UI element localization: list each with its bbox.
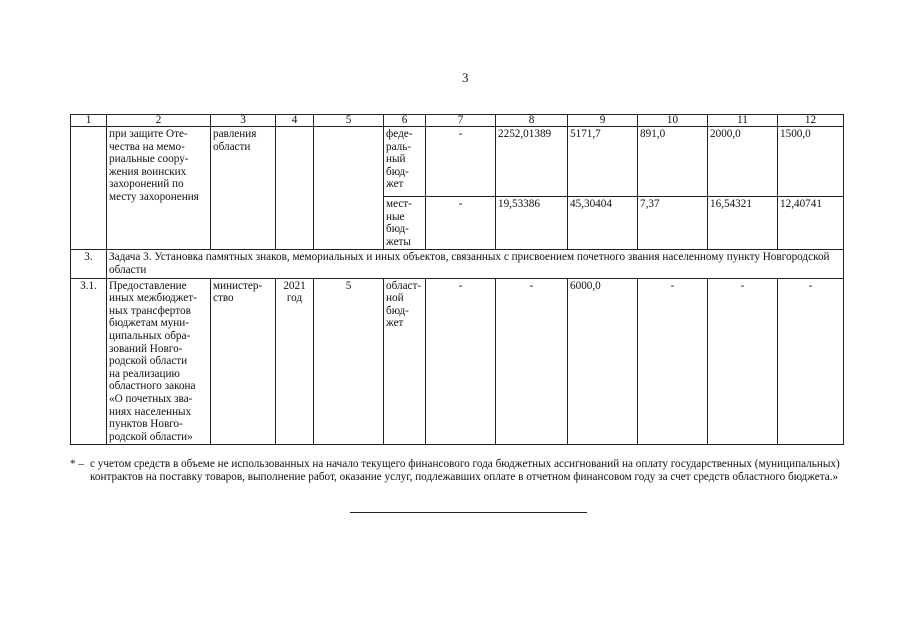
activity-name-cell: при защите Оте- чества на мемо- риальные соору- жения воинских захоронений по месту захоронения [107, 127, 211, 250]
header-cell: 3 [211, 115, 276, 127]
value-cell: - [426, 127, 496, 197]
footnote-text: с учетом средств в объеме не использованных на начало текущего финансового года бюджетных ассигнований на оплату государственных (муниципальных) контрактов на поставку товаров, выполнение работ, оказание услуг, подлежавших оплате в отчетном финансовом году за счет средств областного бюджета.» [90, 458, 840, 483]
value-cell: - [778, 278, 844, 445]
value-cell: - [638, 278, 708, 445]
header-cell: 6 [384, 115, 426, 127]
closing-rule-line [350, 512, 587, 513]
value-cell: 6000,0 [568, 278, 638, 445]
activity-name-cell: Предоставление иных межбюджет- ных трансфертов бюджетам муни- ципальных обра- зований Новго- родской области на реализацию областного закона «О почетных зва- ниях населенных пунктов Новго- родской области» [107, 278, 211, 445]
task-title-cell: Задача 3. Установка памятных знаков, мемориальных и иных объектов, связанных с присвоением почетного звания населенному пункту Новгородской области [107, 250, 844, 278]
row-number-cell [71, 127, 107, 250]
executor-cell: равления области [211, 127, 276, 250]
value-cell: 891,0 [638, 127, 708, 197]
value-cell: - [496, 278, 568, 445]
value-cell: 16,54321 [708, 197, 778, 250]
header-cell: 12 [778, 115, 844, 127]
executor-cell: министер- ство [211, 278, 276, 445]
value-cell: 19,53386 [496, 197, 568, 250]
footnote-mark: * – [70, 458, 84, 470]
table-row-federal-budget [71, 127, 844, 197]
header-cell: 1 [71, 115, 107, 127]
table-header-row [71, 115, 844, 127]
value-cell: 2252,01389 [496, 127, 568, 197]
value-cell: 12,40741 [778, 197, 844, 250]
header-cell: 2 [107, 115, 211, 127]
value-cell: 7,37 [638, 197, 708, 250]
header-cell: 11 [708, 115, 778, 127]
period-cell: 2021 год [276, 278, 314, 445]
funding-source-cell: феде- раль- ный бюд- жет [384, 127, 426, 197]
budget-table [70, 114, 844, 445]
header-cell: 4 [276, 115, 314, 127]
header-cell: 7 [426, 115, 496, 127]
header-cell: 10 [638, 115, 708, 127]
table-row-3-1 [71, 278, 844, 445]
value-cell: - [426, 197, 496, 250]
value-cell: - [708, 278, 778, 445]
value-cell: 5171,7 [568, 127, 638, 197]
period-cell [276, 127, 314, 250]
header-cell: 9 [568, 115, 638, 127]
footnote [70, 458, 845, 484]
task-number-cell: 3. [71, 250, 107, 278]
target-indicator-cell [314, 127, 384, 250]
value-cell: - [426, 278, 496, 445]
value-cell: 2000,0 [708, 127, 778, 197]
value-cell: 1500,0 [778, 127, 844, 197]
funding-source-cell: мест- ные бюд- жеты [384, 197, 426, 250]
row-number-cell: 3.1. [71, 278, 107, 445]
header-cell: 8 [496, 115, 568, 127]
page-number: 3 [462, 70, 469, 85]
funding-source-cell: област- ной бюд- жет [384, 278, 426, 445]
task-3-row [71, 250, 844, 278]
header-cell: 5 [314, 115, 384, 127]
target-indicator-cell: 5 [314, 278, 384, 445]
value-cell: 45,30404 [568, 197, 638, 250]
